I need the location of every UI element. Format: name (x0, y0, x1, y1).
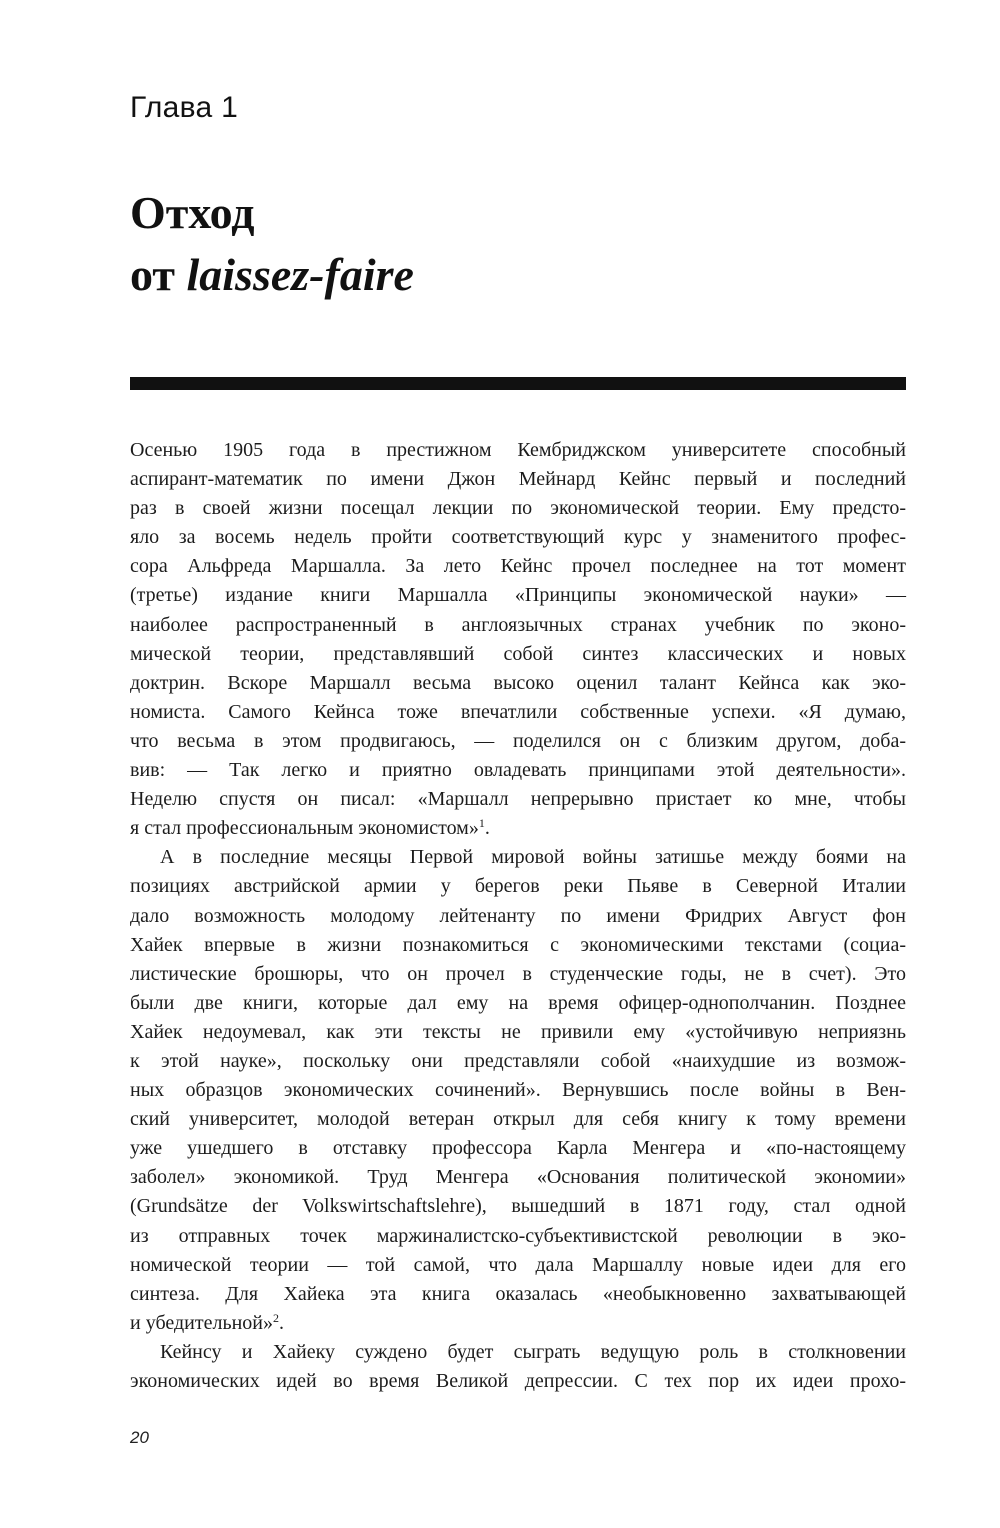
paragraph-line (130, 640, 906, 669)
chapter-title-line-1: Отход (130, 187, 255, 238)
line-text: (третье) издание книги Маршалла «Принципы экономической науки» — (130, 584, 906, 607)
body-text (130, 436, 906, 1396)
line-text: Неделю спустя он писал: «Маршалл непрерывно пристает ко мне, чтобы (130, 788, 906, 811)
line-text: заболел» экономикой. Труд Менгера «Основания политической экономии» (130, 1166, 906, 1189)
line-text: номической теории — той самой, что дала Маршаллу новые идеи для его (130, 1253, 906, 1276)
paragraph-line (130, 669, 906, 698)
paragraph-line (130, 1367, 906, 1396)
paragraph-line (130, 756, 906, 785)
paragraph-line (130, 727, 906, 756)
chapter-title (130, 182, 414, 306)
footnote-marker[interactable]: 1 (478, 816, 485, 831)
line-text: сора Альфреда Маршалла. За лето Кейнс прочел последнее на тот момент (130, 555, 906, 578)
line-text: я стал профессиональным экономистом» (130, 817, 479, 840)
line-text: раз в своей жизни посещал лекции по экономической теории. Ему предсто- (130, 497, 906, 520)
line-text: листические брошюры, что он прочел в студенческие годы, не в счет). Это (130, 962, 906, 985)
paragraph (130, 436, 906, 843)
paragraph-line (130, 1047, 906, 1076)
paragraph-line (130, 1222, 906, 1251)
line-text: позициях австрийской армии у берегов реки Пьяве в Северной Италии (130, 875, 906, 898)
line-text: были две книги, которые дал ему на время офицер-однополчанин. Позднее (130, 991, 906, 1014)
line-text: Хайек впервые в жизни познакомиться с экономическими текстами (социа- (130, 933, 906, 956)
paragraph-line (130, 1192, 906, 1221)
line-text: к этой науке», поскольку они представляли собой «наихудшие из возмож- (130, 1049, 906, 1072)
line-text: уже ушедшего в отставку профессора Карла Менгера и «по-настоящему (130, 1137, 906, 1160)
line-text: вив: — Так легко и приятно овладевать принципами этой деятельности». (130, 759, 906, 782)
line-text: ский университет, молодой ветеран открыл для себя книгу к тому времени (130, 1108, 906, 1131)
chapter-divider-rule (130, 377, 906, 390)
paragraph-line (130, 785, 906, 814)
line-text: Кейнсу и Хайеку суждено будет сыграть ведущую роль в столкновении (160, 1340, 906, 1363)
chapter-title-line-2 (130, 244, 414, 306)
line-text: Хайек недоумевал, как эти тексты не привили ему «устойчивую неприязнь (130, 1020, 906, 1043)
paragraph-line (130, 902, 906, 931)
paragraph-line (130, 931, 906, 960)
line-text: из отправных точек маржиналистско-субъективистской революции в эко- (130, 1224, 906, 1247)
line-text: Осенью 1905 года в престижном Кембриджском университете способный (130, 439, 906, 461)
line-text: дало возможность молодому лейтенанту по имени Фридрих Август фон (130, 904, 906, 927)
paragraph-line (130, 989, 906, 1018)
line-text: что весьма в этом продвигаюсь, — поделился он с близким другом, доба- (130, 729, 906, 752)
footnote-marker[interactable]: 2 (272, 1310, 279, 1325)
line-text: мической теории, представлявший собой синтез классических и новых (130, 642, 906, 665)
chapter-title-italic: laissez-faire (186, 249, 414, 300)
paragraph-line (130, 698, 906, 727)
line-text: доктрин. Вскоре Маршалл весьма высоко оценил талант Кейнса как эко- (130, 671, 906, 694)
paragraph-line (130, 436, 906, 465)
paragraph-line (130, 1076, 906, 1105)
paragraph-line (130, 523, 906, 552)
paragraph (130, 843, 906, 1338)
paragraph-line: и убедительной»$^2$. (130, 1310, 284, 1334)
paragraph-line (130, 494, 906, 523)
line-text: и убедительной» (130, 1311, 273, 1334)
line-text: ных образцов экономических сочинений». Вернувшись после войны в Вен- (130, 1079, 906, 1102)
line-text: номиста. Самого Кейнса тоже впечатлили собственные успехи. «Я думаю, (130, 700, 906, 723)
paragraph-line (130, 552, 906, 581)
line-text: (Grundsätze der Volkswirtschaftslehre), вышедший в 1871 году, стал одной (130, 1195, 906, 1218)
paragraph-line (130, 1134, 906, 1163)
chapter-label: Глава 1 (130, 91, 239, 124)
paragraph-line: я стал профессиональным экономистом»$^1$. (130, 816, 490, 840)
paragraph-line (130, 1280, 906, 1309)
chapter-title-prefix: от (130, 249, 187, 300)
paragraph-line (130, 1105, 906, 1134)
line-text: экономических идей во время Великой депрессии. С тех пор их идеи прохо- (130, 1370, 906, 1392)
paragraph-line (130, 960, 906, 989)
line-text: аспирант-математик по имени Джон Мейнард Кейнс первый и последний (130, 468, 906, 491)
paragraph-line (130, 1163, 906, 1192)
paragraph-line (130, 611, 906, 640)
paragraph-line (130, 1338, 906, 1367)
paragraph-line (130, 843, 906, 872)
paragraph-line (130, 1018, 906, 1047)
paragraph-line (130, 872, 906, 901)
line-text: наиболее распространенный в англоязычных странах учебник по эконо- (130, 613, 906, 636)
line-text: синтеза. Для Хайека эта книга оказалась «необыкновенно захватывающей (130, 1282, 906, 1305)
paragraph-line (130, 581, 906, 610)
paragraph-line (130, 465, 906, 494)
page-number: 20 (130, 1428, 149, 1447)
line-text: яло за восемь недель пройти соответствующий курс у знаменитого профес- (130, 526, 906, 549)
line-text: А в последние месяцы Первой мировой войны затишье между боями на (160, 846, 906, 869)
paragraph (130, 1338, 906, 1396)
paragraph-line (130, 1251, 906, 1280)
